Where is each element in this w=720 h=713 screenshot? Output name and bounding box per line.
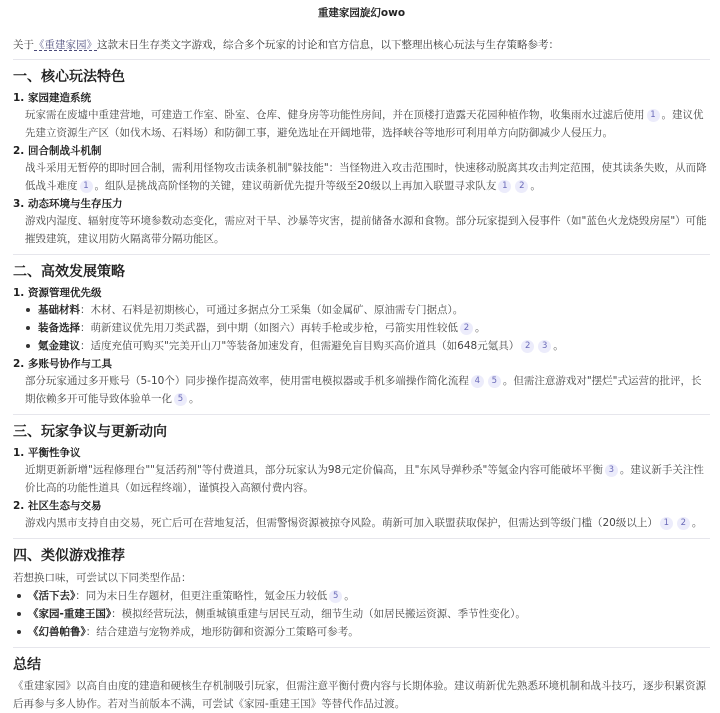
citation-badge[interactable]: 2 <box>677 517 690 530</box>
divider <box>13 59 710 60</box>
intro-paragraph <box>13 37 710 53</box>
page-title: 重建家园旋幻owo <box>317 7 406 19</box>
subheading-multi-account: 2. 多账号协作与工具 <box>13 358 112 370</box>
text: 战斗采用无暂停的即时回合制，需利用怪物攻击读条机制"躲技能"：当怪物进入攻击范围时，快速移动脱离其攻击判定范围，使其读条失败，从而降低战斗难度 <box>25 162 707 192</box>
summary-heading: 总结 <box>13 657 41 673</box>
text: 。 <box>691 517 703 529</box>
subheading-environment: 3. 动态环境与生存压力 <box>13 198 123 210</box>
divider <box>13 414 710 415</box>
intro-text: 这款末日生存类文字游戏，综合多个玩家的讨论和官方信息，以下整理出核心玩法与生存策略参考： <box>97 39 559 51</box>
subheading-home-building: 1. 家园建造系统 <box>13 92 91 104</box>
subheading-combat: 2. 回合制战斗机制 <box>13 145 102 157</box>
text: 近期更新新增"远程修理台""复活药剂"等付费道具，部分玩家认为98元定价偏高，且"东风导弹秒杀"等氪金内容可能破坏平衡 <box>25 464 603 476</box>
item-key: 《家园-重建王国》 <box>28 608 112 620</box>
citation-badge[interactable]: 2 <box>515 180 528 193</box>
text: 。 <box>530 180 541 192</box>
paragraph-balance <box>13 461 710 497</box>
subheading-balance: 1. 平衡性争议 <box>13 447 81 459</box>
section-heading-gameplay: 一、核心玩法特色 <box>13 69 125 85</box>
text: 游戏内黑市支持自由交易，死亡后可在营地复活，但需警惕资源被掠夺风险。萌新可加入联盟获取保护，但需达到等级门槛（20级以上） <box>25 517 658 529</box>
paragraph-home-building <box>13 106 710 142</box>
citation-badge[interactable]: 5 <box>174 393 187 406</box>
text: 。组队是挑战高阶怪物的关键，建议萌新优先提升等级至20级以上再加入联盟寻求队友 <box>94 180 497 192</box>
citation-badge[interactable]: 2 <box>460 322 473 335</box>
list-item <box>13 301 710 319</box>
item-key: 基础材料 <box>38 304 80 316</box>
text: 玩家需在废墟中重建营地，可建造工作室、卧室、仓库、健身房等功能性房间，并在顶楼打造露天花园种植作物，收集雨水过滤后使用 <box>25 109 645 121</box>
item-key: 氪金建议 <box>38 340 80 352</box>
citation-badge[interactable]: 1 <box>647 109 660 122</box>
recommendation-intro: 若想换口味，可尝试以下同类型作品： <box>13 572 192 584</box>
citation-badge[interactable]: 3 <box>538 340 551 353</box>
citation-badge[interactable]: 3 <box>605 464 618 477</box>
section-heading-controversy: 三、玩家争议与更新动向 <box>13 424 167 440</box>
citation-badge[interactable]: 2 <box>521 340 534 353</box>
citation-badge[interactable]: 5 <box>329 590 342 603</box>
game-title-link[interactable]: 《重建家园》 <box>34 39 97 51</box>
text: 。 <box>189 393 200 405</box>
divider <box>13 254 710 255</box>
paragraph-community <box>13 514 710 532</box>
text: 。 <box>344 590 355 602</box>
item-key: 装备选择 <box>38 322 80 334</box>
list-item <box>13 587 710 605</box>
citation-badge[interactable]: 1 <box>660 517 673 530</box>
text: 。 <box>475 322 486 334</box>
summary-paragraph: 《重建家园》以高自由度的建造和硬核生存机制吸引玩家，但需注意平衡付费内容与长期体验。建议萌新优先熟悉环境机制和战斗技巧，逐步积累资源后再参与多人协作。若对当前版本不满，可尝试《家园-重建王国》等替代作品过渡。 <box>13 680 706 710</box>
text: 部分玩家通过多开账号（5-10个）同步操作提高效率，使用雷电模拟器或手机多端操作简化流程 <box>25 375 469 387</box>
citation-badge[interactable]: 4 <box>471 375 484 388</box>
paragraph-environment: 游戏内湿度、辐射度等环境参数动态变化，需应对干旱、沙暴等灾害，提前储备水源和食物。部分玩家提到入侵事件（如"蓝色火龙烧毁房屋"）可能摧毁建筑，建议用防火隔离带分隔功能区。 <box>25 215 707 245</box>
paragraph-multi-account <box>13 372 710 408</box>
text: 。但需注意游戏对"摆烂"式运营的批评，长期依赖多开可能导致体验单一化 <box>25 375 702 405</box>
text: ：同为末日生存题材，但更注重策略性，氪金压力较低 <box>75 590 328 602</box>
divider <box>13 647 710 648</box>
list-item <box>13 337 710 355</box>
item-key: 《活下去》 <box>28 590 76 602</box>
list-item <box>13 319 710 337</box>
text: ：木材、石料是初期核心，可通过多据点分工采集（如金属矿、原油需专门据点）。 <box>80 304 464 316</box>
section-heading-strategy: 二、高效发展策略 <box>13 264 125 280</box>
list-item <box>13 623 710 641</box>
section-heading-recommendations: 四、类似游戏推荐 <box>13 548 125 564</box>
citation-badge[interactable]: 1 <box>498 180 511 193</box>
citation-badge[interactable]: 5 <box>488 375 501 388</box>
subheading-community: 2. 社区生态与交易 <box>13 500 102 512</box>
text: ：结合建造与宠物养成，地形防御和资源分工策略可参考。 <box>85 626 359 638</box>
list-item <box>13 605 710 623</box>
intro-prefix: 关于 <box>13 39 34 51</box>
subheading-resources: 1. 资源管理优先级 <box>13 287 102 299</box>
item-key: 《幻兽帕鲁》 <box>28 626 86 638</box>
text: ：萌新建议优先用刀类武器，到中期（如图六）再转手枪或步枪，弓箭实用性较低 <box>80 322 458 334</box>
text: 。 <box>553 340 564 352</box>
text: 。建议新手关注性价比高的功能性道具（如远程终端），谨慎投入高额付费内容。 <box>25 464 704 494</box>
text: ：适度充值可购买"完美开山刀"等装备加速发育，但需避免盲目购买高价道具（如648元氪具） <box>80 340 520 352</box>
citation-badge[interactable]: 1 <box>80 180 93 193</box>
text: 。建议优先建立资源生产区（如伐木场、石料场）和防御工事，避免选址在开阔地带，选择峡谷等地形可利用单方向防御减少人侵压力。 <box>25 109 704 139</box>
text: ：模拟经营玩法，侧重城镇重建与居民互动，细节生动（如居民搬运资源、季节性变化）。 <box>111 608 526 620</box>
divider <box>13 538 710 539</box>
paragraph-combat <box>13 159 710 195</box>
